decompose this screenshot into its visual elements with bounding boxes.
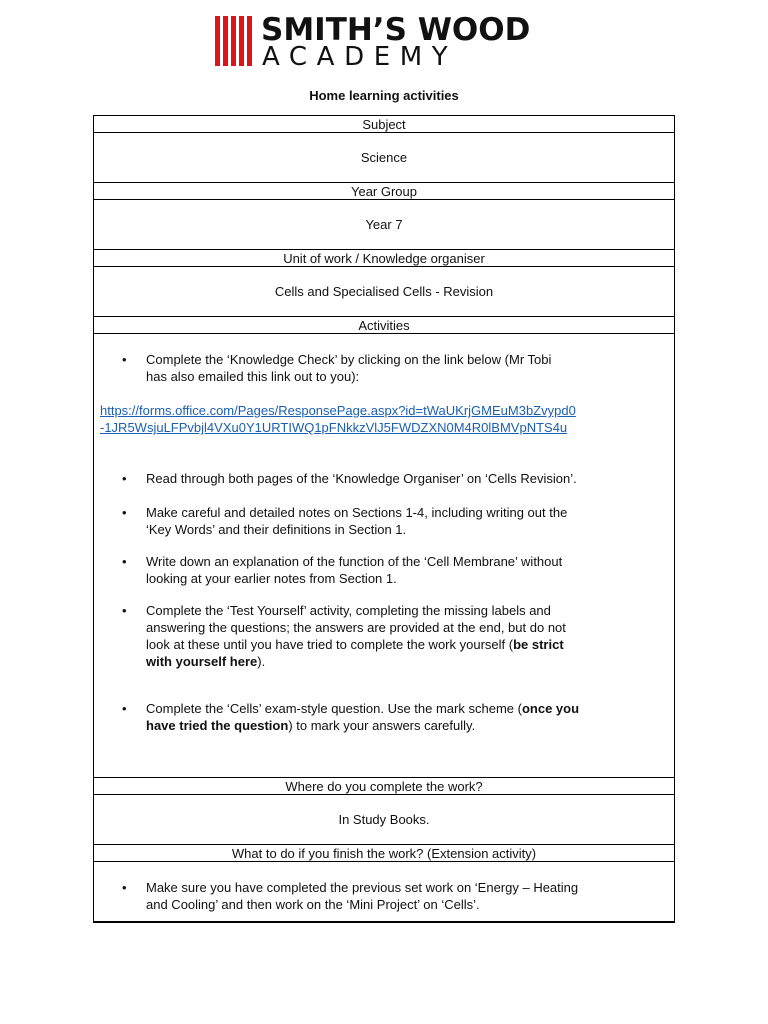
unit-header: Unit of work / Knowledge organiser bbox=[94, 250, 674, 267]
subject-header: Subject bbox=[94, 116, 674, 133]
document-title: Home learning activities bbox=[309, 88, 459, 103]
bullet-icon: • bbox=[122, 554, 127, 569]
bullet-icon: • bbox=[122, 352, 127, 367]
year-group-value: Year 7 bbox=[94, 200, 674, 250]
academy-logo bbox=[215, 14, 555, 70]
subject-value: Science bbox=[94, 133, 674, 183]
activities-table bbox=[93, 115, 675, 923]
unit-value: Cells and Specialised Cells - Revision bbox=[94, 267, 674, 317]
logo-bars-icon bbox=[215, 16, 257, 66]
bullet-icon: • bbox=[122, 880, 127, 895]
activities-list: • Complete the ‘Knowledge Check’ by clicking on the link below (Mr Tobi has also emailed this link out to you): https://forms.office.com/Pages/ResponsePage.aspx?id=tWaUKrjGMEuM3bZvypd0 -1JR5WsjuLFPvbjl4VXu0Y1URTIWQ1pFNkkzVlJ5FWDZXN0M4R0lBMVpNTS4u • Read through both pages of the ‘Knowledge Organiser’ on ‘Cells Revision’. • Make careful and detailed notes on Sections 1-4, including writing out the ‘Key Words’ and their definitions in Section 1. • Write down an explanation of the function of the ‘Cell Membrane’ without looking at your earlier notes from Section 1. • Complete the ‘Test Yourself’ activity, completing the missing labels and answering the questions; the answers are provided at the end, but do not look at these until you have tried to complete the work yourself (be strict with yourself here). • Complete the ‘Cells’ exam-style question. Use the mark scheme (once you have tried the question) to mark your answers carefully. bbox=[94, 334, 674, 778]
logo-title: SMITH’S WOOD bbox=[261, 12, 531, 48]
year-group-header: Year Group bbox=[94, 183, 674, 200]
knowledge-check-link[interactable]: https://forms.office.com/Pages/ResponsePage.aspx?id=tWaUKrjGMEuM3bZvypd0 -1JR5WsjuLFPvbjl4VXu0Y1URTIWQ1pFNkkzVlJ5FWDZXN0M4R0lBMVpNTS4u bbox=[100, 403, 576, 435]
where-header: Where do you complete the work? bbox=[94, 778, 674, 795]
bullet-icon: • bbox=[122, 505, 127, 520]
bullet-icon: • bbox=[122, 701, 127, 716]
extension-list: • Make sure you have completed the previous set work on ‘Energy – Heating and Cooling’ and then work on the ‘Mini Project’ on ‘Cells’. bbox=[94, 862, 674, 922]
where-value: In Study Books. bbox=[94, 795, 674, 845]
activities-header: Activities bbox=[94, 317, 674, 334]
logo-subtitle: ACADEMY bbox=[262, 42, 458, 72]
bullet-icon: • bbox=[122, 471, 127, 486]
extension-header: What to do if you finish the work? (Extension activity) bbox=[94, 845, 674, 862]
bullet-icon: • bbox=[122, 603, 127, 618]
